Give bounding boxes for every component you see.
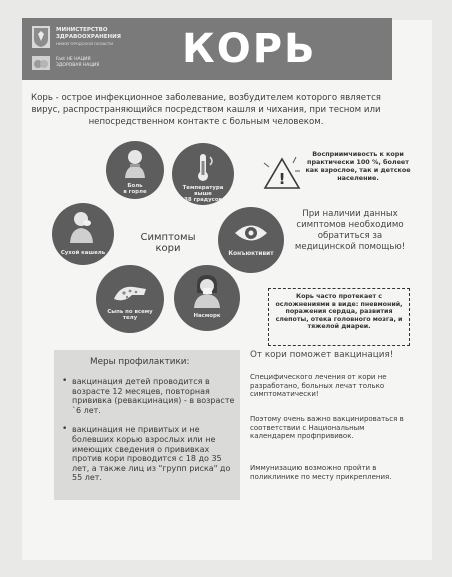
eye-icon [233, 222, 269, 248]
symptom-note: При наличии данных симптомов необходимо обратиться за медицинской помощью! [294, 209, 406, 252]
healthy-nation-text: Fast НЕ НАЦИЯ ЗДОРОВАЯ НАЦИЯ [56, 57, 100, 68]
ministry-emblem-icon [32, 26, 50, 48]
sore-throat-icon [118, 146, 152, 184]
susceptibility-text: Восприимчивость к кори практически 100 %, болеет как взрослое, так и детское население. [305, 150, 411, 182]
warning-triangle-icon [262, 155, 302, 195]
symptom-label: Сухой кашель [60, 250, 106, 256]
prevention-heading: Меры профилактики: [90, 357, 190, 367]
warning-symbol: ! [278, 170, 286, 188]
vaccination-text-3: Иммунизацию возможно пройти в поликлинике по месту прикрепления. [250, 464, 392, 481]
vaccination-text-1: Специфического лечения от кори не разработано, больных лечат только симптоматически! [250, 373, 387, 399]
symptom-label: Боль в горле [123, 183, 147, 195]
prevention-list [62, 377, 238, 493]
intro-text: Корь - острое инфекционное заболевание, возбудителем которого является вирус, распространяющийся посредством кашля и чихания, при тесном или непосредственном контакте с больным человеком. [31, 93, 381, 127]
symptom-label: Конъюктивит [228, 251, 274, 257]
sneezing-person-icon [189, 273, 225, 313]
symptom-label: Температура выше 38 градусов [182, 185, 224, 203]
rash-hand-icon [110, 277, 150, 311]
symptom-dry-cough [52, 203, 114, 265]
list-item: • вакцинация детей проводится в возрасте 12 месяцев, повторная прививка (ревакцинация) - в возрасте `6 лет. [62, 377, 238, 415]
symptom-runny-nose [174, 265, 240, 331]
symptom-sore-throat [106, 141, 164, 199]
page-title: КОРЬ [182, 26, 317, 72]
complications-text: Корь часто протекает с осложнениями в виде: пневмоний, поражения сердца, развития слепоты, отека головного мозга, и тяжелой диареи. [275, 293, 403, 331]
coughing-person-icon [65, 209, 101, 249]
thermometer-icon [188, 151, 218, 187]
symptom-high-temperature [172, 143, 234, 205]
header-banner [22, 18, 392, 80]
symptom-body-rash [96, 265, 164, 333]
ministry-name: МИНИСТЕРСТВО ЗДРАВООХРАНЕНИЯ [56, 27, 121, 40]
list-item: • вакцинация не привитых и не болевших корью взрослых или не имеющих сведения о прививках против кори проводится с 18 до 35 лет, а также лиц из "групп риска" до 55 лет. [62, 425, 238, 483]
symptom-conjunctivitis [218, 207, 284, 273]
vaccination-heading: От кори поможет вакцинация! [250, 350, 394, 360]
ministry-region: НИЖЕГОРОДСКОЙ ОБЛАСТИ [56, 41, 113, 46]
healthy-nation-logo-icon [32, 56, 50, 70]
vaccination-text-2: Поэтому очень важно вакцинироваться в соответствии с Национальным календарем профпрививок. [250, 415, 404, 441]
symptom-label: Сыпь по всему телу [107, 309, 153, 321]
symptoms-center-label: Симптомы кори [140, 232, 196, 254]
symptom-label: Насморк [193, 313, 221, 319]
